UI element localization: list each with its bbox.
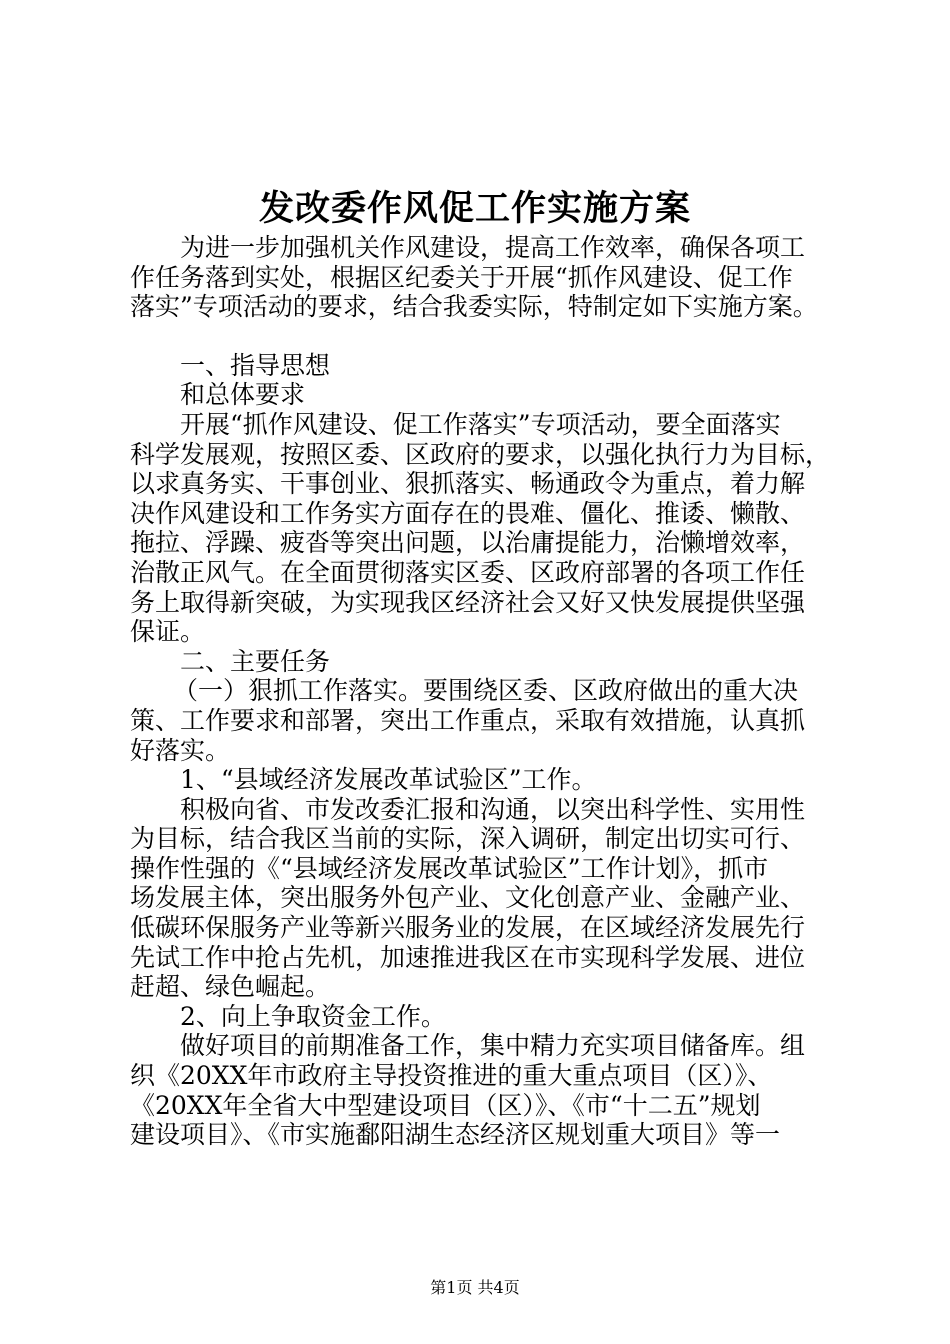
- paragraph-line: 低碳环保服务产业等新兴服务业的发展，在区域经济发展先行: [130, 913, 806, 943]
- paragraph-line: 落实”专项活动的要求，结合我委实际，特制定如下实施方案。: [130, 292, 818, 322]
- paragraph-line: 为进一步加强机关作风建设，提高工作效率，确保各项工: [180, 233, 806, 262]
- paragraph-line: 先试工作中抢占先机，加速推进我区在市实现科学发展、进位: [130, 942, 806, 972]
- paragraph-line: 《20XX年全省大中型建设项目（区）》、《市“十二五”规划: [130, 1090, 761, 1120]
- paragraph-line: 赶超、绿色崛起。: [130, 972, 331, 1002]
- paragraph-line: 决作风建设和工作务实方面存在的畏难、僵化、推诿、懒散、: [130, 498, 806, 528]
- document-body: [130, 233, 850, 1150]
- paragraph-line: 好落实。: [130, 735, 231, 765]
- section-heading: 和总体要求: [180, 380, 306, 410]
- paragraph-line: 开展“抓作风建设、促工作落实”专项活动，要全面落实: [180, 409, 781, 439]
- paragraph-line: 场发展主体，突出服务外包产业、文化创意产业、金融产业、: [130, 883, 806, 913]
- section-heading: 二、主要任务: [180, 646, 331, 676]
- paragraph-line: 拖拉、浮躁、疲沓等突出问题，以治庸提能力，治懒增效率，: [130, 528, 806, 558]
- paragraph-line: 科学发展观，按照区委、区政府的要求，以强化执行力为目标，: [130, 439, 831, 469]
- paragraph-line: 保证。: [130, 617, 206, 647]
- subsection-heading: 2、向上争取资金工作。: [180, 1001, 446, 1031]
- document-title: 发改委作风促工作实施方案: [258, 188, 691, 229]
- paragraph-line: 积极向省、市发改委汇报和沟通，以突出科学性、实用性: [180, 794, 806, 824]
- paragraph-line: 为目标，结合我区当前的实际，深入调研，制定出切实可行、: [130, 824, 806, 854]
- paragraph-line: 策、工作要求和部署，突出工作重点，采取有效措施，认真抓: [130, 705, 806, 735]
- paragraph-line: 治散正风气。在全面贯彻落实区委、区政府部署的各项工作任: [130, 557, 806, 587]
- subsection-heading: 1、“县域经济发展改革试验区”工作。: [180, 765, 597, 795]
- paragraph-line: 作任务落到实处，根据区纪委关于开展“抓作风建设、促工作: [130, 262, 793, 292]
- page-footer: 第1页 共4页: [430, 1278, 520, 1297]
- paragraph-line: 以求真务实、干事创业、狠抓落实、畅通政令为重点，着力解: [130, 469, 806, 499]
- paragraph-line: 做好项目的前期准备工作，集中精力充实项目储备库。组: [180, 1031, 806, 1061]
- paragraph-line: （一）狠抓工作落实。要围绕区委、区政府做出的重大决: [173, 676, 799, 706]
- paragraph-line: 建设项目》、《市实施鄱阳湖生态经济区规划重大项目》等一: [130, 1120, 781, 1150]
- section-heading: 一、指导思想: [180, 350, 331, 380]
- paragraph-line: 织《20XX年市政府主导投资推进的重大重点项目（区）》、: [130, 1061, 773, 1091]
- paragraph-line: 务上取得新突破，为实现我区经济社会又好又快发展提供坚强: [130, 587, 806, 617]
- paragraph-line: 操作性强的《“县域经济发展改革试验区”工作计划》，抓市: [130, 853, 769, 883]
